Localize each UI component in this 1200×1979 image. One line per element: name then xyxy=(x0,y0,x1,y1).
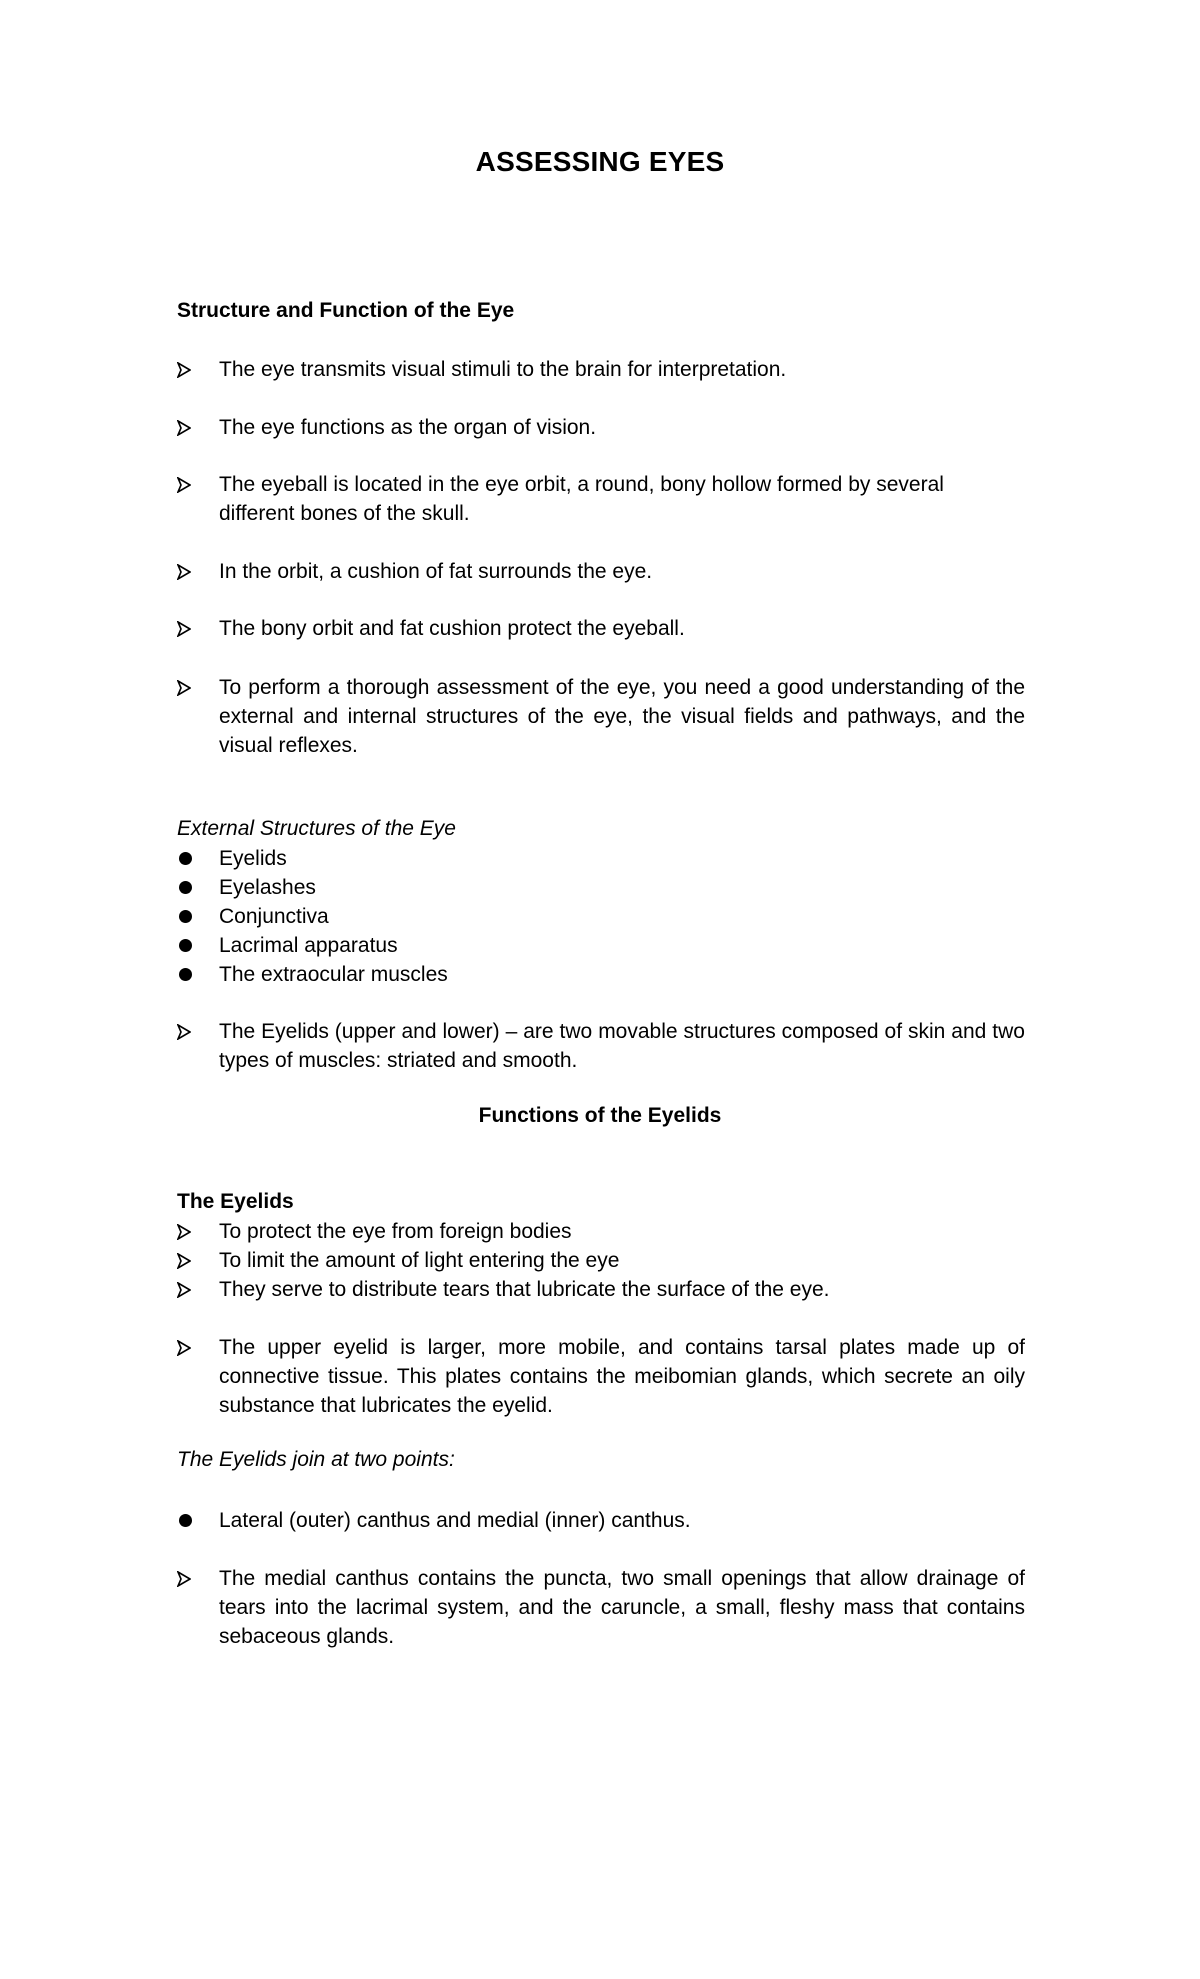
section-heading-external-structures: External Structures of the Eye xyxy=(177,817,456,840)
bullet-icon xyxy=(177,844,219,873)
subheading-the-eyelids: The Eyelids xyxy=(177,1190,294,1213)
list-item xyxy=(177,1017,1025,1075)
list-item-text: The eyeball is located in the eye orbit, a round, bony hollow formed by several different bones of the skull. xyxy=(219,473,944,525)
list-item-text: Lacrimal apparatus xyxy=(219,934,398,957)
bullet-icon xyxy=(177,1506,219,1535)
list-item-text: Conjunctiva xyxy=(219,905,329,928)
list-item-text: They serve to distribute tears that lubricate the surface of the eye. xyxy=(219,1278,830,1301)
list-item-text: The bony orbit and fat cushion protect the eyeball. xyxy=(219,617,685,640)
list-item xyxy=(177,1506,1025,1535)
bullet-icon xyxy=(177,873,219,902)
list-item-text: Lateral (outer) canthus and medial (inner) canthus. xyxy=(219,1509,691,1532)
list-item-text: To protect the eye from foreign bodies xyxy=(219,1220,572,1243)
list-item xyxy=(177,1217,1025,1246)
section-heading-eyelids-join: The Eyelids join at two points: xyxy=(177,1448,455,1471)
list-item-text: To perform a thorough assessment of the eye, you need a good understanding of the external and internal structures of the eye, the visual fields and pathways, and the visual reflexes. xyxy=(219,676,1025,757)
list-item-text: The upper eyelid is larger, more mobile, and contains tarsal plates made up of connective tissue. This plates contains the meibomian glands, which secrete an oily substance that lubricates the eyelid. xyxy=(219,1336,1025,1417)
list-item xyxy=(177,413,1025,442)
section-heading-structure-function: Structure and Function of the Eye xyxy=(177,299,515,322)
bullet-icon xyxy=(177,960,219,989)
list-item-text: The extraocular muscles xyxy=(219,963,448,986)
list-item-text: In the orbit, a cushion of fat surrounds the eye. xyxy=(219,560,653,583)
list-item-text: The medial canthus contains the puncta, two small openings that allow drainage of tears into the lacrimal system, and the caruncle, a small, fleshy mass that contains sebaceous glands. xyxy=(219,1567,1025,1648)
list-item xyxy=(177,1564,1025,1651)
arrow-bullet-icon xyxy=(177,614,219,643)
arrow-bullet-icon xyxy=(177,1275,219,1304)
list-item xyxy=(177,931,1025,960)
section-heading-functions-eyelids: Functions of the Eyelids xyxy=(478,1104,722,1127)
list-item-text: The eye transmits visual stimuli to the brain for interpretation. xyxy=(219,358,787,381)
list-item xyxy=(177,1275,1025,1304)
list-item-text: Eyelashes xyxy=(219,876,316,899)
arrow-bullet-icon xyxy=(177,470,219,499)
list-item-text: Eyelids xyxy=(219,847,287,870)
arrow-bullet-icon xyxy=(177,1017,219,1046)
arrow-bullet-icon xyxy=(177,355,219,384)
arrow-bullet-icon xyxy=(177,1564,219,1593)
list-item xyxy=(177,470,1025,528)
list-item xyxy=(177,902,1025,931)
list-item-text: The eye functions as the organ of vision. xyxy=(219,416,597,439)
list-item xyxy=(177,355,1025,384)
arrow-bullet-icon xyxy=(177,413,219,442)
list-item xyxy=(177,1333,1025,1420)
bullet-icon xyxy=(177,931,219,960)
list-item xyxy=(177,844,1025,873)
document-title: ASSESSING EYES xyxy=(475,146,725,177)
list-item xyxy=(177,614,1025,643)
bullet-icon xyxy=(177,902,219,931)
arrow-bullet-icon xyxy=(177,1217,219,1246)
list-item xyxy=(177,1246,1025,1275)
arrow-bullet-icon xyxy=(177,1333,219,1362)
list-item xyxy=(177,557,1025,586)
list-item-text: To limit the amount of light entering the eye xyxy=(219,1249,620,1272)
list-item-text: The Eyelids (upper and lower) – are two movable structures composed of skin and two types of muscles: striated and smooth. xyxy=(219,1020,1025,1072)
arrow-bullet-icon xyxy=(177,557,219,586)
list-item xyxy=(177,960,1025,989)
arrow-bullet-icon xyxy=(177,1246,219,1275)
list-item xyxy=(177,873,1025,902)
list-item xyxy=(177,673,1025,760)
arrow-bullet-icon xyxy=(177,673,219,702)
